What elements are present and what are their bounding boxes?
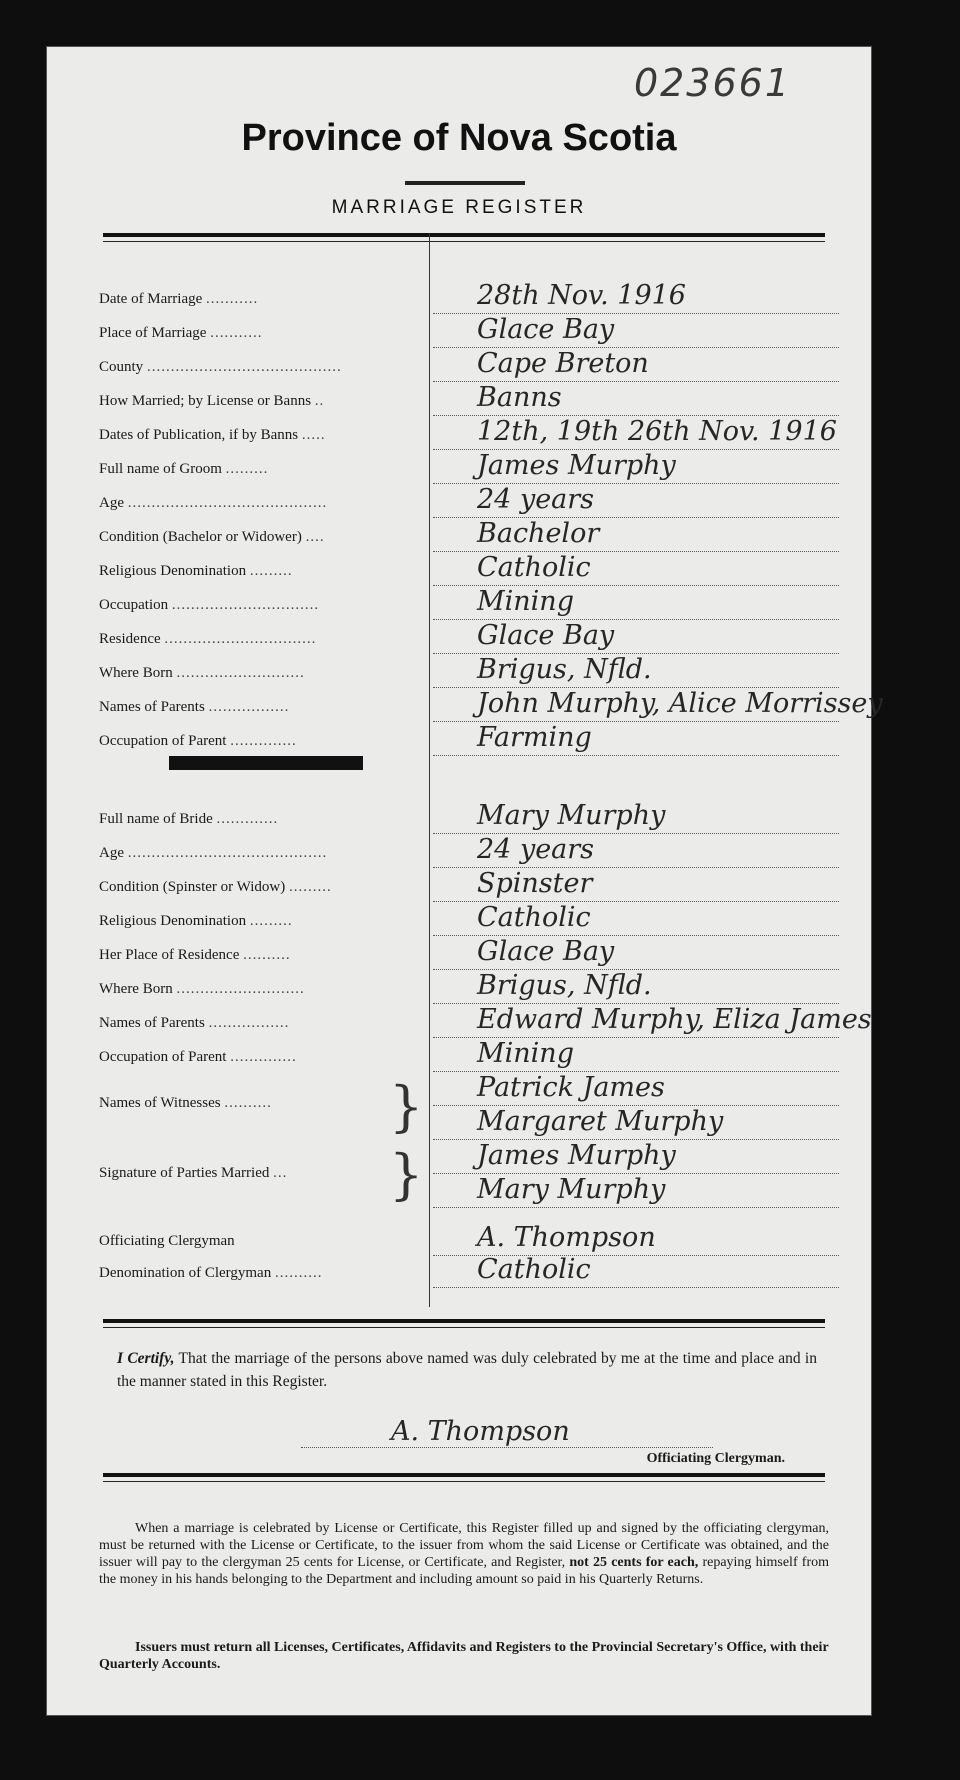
bride-field-value-line — [433, 1039, 839, 1072]
groom-field-label — [99, 597, 427, 614]
certify-rule — [103, 1319, 825, 1323]
leader-dots: .......... — [224, 1095, 272, 1111]
groom-field-label — [99, 461, 427, 478]
clergy-field-label — [99, 1233, 427, 1250]
groom-field-value-line — [433, 621, 839, 654]
handwritten-entry: Brigus, Nfld. — [477, 654, 652, 685]
groom-field-value-line — [433, 417, 839, 450]
bride-field-label — [99, 879, 427, 896]
handwritten-entry: Mining — [477, 586, 574, 617]
instructions-text-a: When a marriage is celebrated by License or Certificate, this Register filled up and signed by the officiating clergyman, must be returned with the License or Certificate, to the issuer from whom the said License or Certificate was obtained, and the issuer will pay to the clergyman 25 cents for License, or Certificate, and Register, — [99, 1521, 829, 1570]
leader-dots: ........... — [210, 325, 263, 341]
groom-field-value-line — [433, 451, 839, 484]
leader-dots: ........... — [206, 291, 259, 307]
field-label-text: How Married; by License or Banns — [99, 393, 312, 409]
bride-field-value-line — [433, 801, 839, 834]
bride-field-value-line — [433, 903, 839, 936]
field-label-text: Names of Parents — [99, 1015, 205, 1031]
handwritten-entry: John Murphy, Alice Morrissey — [477, 688, 883, 719]
clergy-field-label — [99, 1265, 427, 1282]
groom-field-value-line — [433, 553, 839, 586]
bride-field-label — [99, 981, 427, 998]
handwritten-entry: Mining — [477, 1038, 574, 1069]
handwritten-entry: James Murphy — [477, 450, 676, 481]
leader-dots: .......... — [243, 947, 291, 963]
groom-field-label — [99, 733, 427, 750]
bride-field-label — [99, 1049, 427, 1066]
handwritten-entry: Edward Murphy, Eliza James — [477, 1004, 872, 1035]
leader-dots: .............. — [230, 1049, 297, 1065]
leader-dots: ........................... — [176, 665, 305, 681]
bride-field-label — [99, 947, 427, 964]
leader-dots: ............. — [216, 811, 279, 827]
bride-field-label — [99, 913, 427, 930]
issuers-paragraph: Issuers must return all Licenses, Certificates, Affidavits and Registers to the Provincial Secretary's Office, with their Quarterly Accounts. — [99, 1640, 829, 1672]
leader-dots: ......... — [249, 563, 293, 579]
leader-dots: ............................... — [171, 597, 320, 613]
leader-dots: ......... — [288, 879, 332, 895]
leader-dots: .......... — [274, 1265, 323, 1281]
handwritten-entry: 12th, 19th 26th Nov. 1916 — [477, 416, 837, 447]
groom-field-label — [99, 359, 427, 376]
signatures-label — [99, 1165, 389, 1182]
leader-dots: ......................................... — [146, 359, 342, 375]
header-rule — [103, 233, 825, 237]
field-label-text: Religious Denomination — [99, 563, 247, 579]
groom-field-value-line — [433, 519, 839, 552]
bride-field-value-line — [433, 971, 839, 1004]
form-subtitle: MARRIAGE REGISTER — [331, 197, 587, 218]
bride-field-label — [99, 811, 427, 828]
witnesses-value-line — [433, 1073, 839, 1106]
signatures-value-line — [433, 1175, 839, 1208]
handwritten-entry: Bachelor — [477, 518, 600, 549]
leader-dots: .......................................... — [127, 495, 328, 511]
serial-number: 023661 — [633, 61, 791, 105]
leader-dots: ........................... — [176, 981, 305, 997]
field-label-text: Occupation of Parent — [99, 1049, 227, 1065]
field-label-text: Residence — [99, 631, 161, 647]
notes-rule-thin — [103, 1481, 825, 1482]
groom-field-value-line — [433, 485, 839, 518]
handwritten-entry: Cape Breton — [477, 348, 649, 379]
bride-field-value-line — [433, 835, 839, 868]
field-label-text: County — [99, 359, 144, 375]
certify-text: That the marriage of the persons above named was duly celebrated by me at the time and place and in the manner stated in this Register. — [117, 1350, 817, 1390]
field-label-text: Date of Marriage — [99, 291, 203, 307]
groom-bride-separator — [169, 756, 363, 770]
leader-dots: ... — [273, 1165, 288, 1181]
leader-dots: ................. — [208, 1015, 290, 1031]
handwritten-entry: 24 years — [477, 834, 595, 865]
leader-dots: .............. — [230, 733, 297, 749]
clergy-field-value-line — [433, 1255, 839, 1288]
signatures-value-line — [433, 1141, 839, 1174]
field-label-text: Denomination of Clergyman — [99, 1265, 272, 1281]
field-label-text: Religious Denomination — [99, 913, 247, 929]
groom-field-value-line — [433, 587, 839, 620]
groom-field-label — [99, 665, 427, 682]
field-label-text: Full name of Bride — [99, 811, 213, 827]
leader-dots: ......... — [225, 461, 269, 477]
groom-field-label — [99, 291, 427, 308]
handwritten-entry: Spinster — [477, 868, 593, 899]
field-label-text: Occupation of Parent — [99, 733, 227, 749]
handwritten-entry: Patrick James — [477, 1072, 665, 1103]
leader-dots: ................. — [208, 699, 290, 715]
groom-field-label — [99, 699, 427, 716]
field-label-text: Where Born — [99, 981, 173, 997]
groom-field-value-line — [433, 383, 839, 416]
field-label-text: Age — [99, 845, 124, 861]
handwritten-entry: 28th Nov. 1916 — [477, 280, 686, 311]
certification-statement — [117, 1347, 817, 1393]
bride-field-label — [99, 845, 427, 862]
groom-field-label — [99, 563, 427, 580]
clergy-field-value-line — [433, 1223, 839, 1256]
certify-lead: I Certify, — [117, 1350, 175, 1367]
field-label-text: Her Place of Residence — [99, 947, 240, 963]
bride-field-value-line — [433, 937, 839, 970]
groom-field-value-line — [433, 723, 839, 756]
leader-dots: .... — [305, 529, 325, 545]
leader-dots: .......................................... — [127, 845, 328, 861]
clergy-signature-line — [301, 1417, 713, 1448]
groom-field-label — [99, 631, 427, 648]
form-title: Province of Nova Scotia — [241, 117, 677, 159]
field-label-text: Where Born — [99, 665, 173, 681]
witnesses-label — [99, 1095, 389, 1112]
handwritten-entry: Mary Murphy — [477, 1174, 666, 1205]
leader-dots: ................................ — [164, 631, 317, 647]
handwritten-entry: Banns — [477, 382, 562, 413]
handwritten-entry: 24 years — [477, 484, 595, 515]
groom-field-label — [99, 393, 427, 410]
field-label-text: Condition (Bachelor or Widower) — [99, 529, 302, 545]
clergy-signature: A. Thompson — [391, 1416, 570, 1447]
field-label-text: Names of Witnesses — [99, 1095, 221, 1111]
field-label-text: Full name of Groom — [99, 461, 222, 477]
witnesses-value-line — [433, 1107, 839, 1140]
bride-field-value-line — [433, 1004, 872, 1038]
witness-brace: } — [389, 1075, 424, 1138]
groom-field-value-line — [433, 315, 839, 348]
signature-caption: Officiating Clergyman. — [646, 1451, 785, 1466]
handwritten-entry: Catholic — [477, 552, 591, 583]
leader-dots: ......... — [249, 913, 293, 929]
instructions-paragraph — [99, 1520, 829, 1588]
bride-field-value-line — [433, 869, 839, 902]
header-rule-thin — [103, 241, 825, 242]
field-label-text: Signature of Parties Married — [99, 1165, 270, 1181]
groom-field-label — [99, 529, 427, 546]
handwritten-entry: Glace Bay — [477, 620, 615, 651]
instructions-text-bold: not 25 cents for each, — [569, 1555, 699, 1570]
handwritten-entry: Farming — [477, 722, 592, 753]
column-divider — [429, 233, 430, 1307]
field-label-text: Condition (Spinster or Widow) — [99, 879, 286, 895]
handwritten-entry: Catholic — [477, 1254, 591, 1285]
handwritten-entry: A. Thompson — [477, 1222, 656, 1253]
field-label-text: Names of Parents — [99, 699, 205, 715]
groom-field-value-line — [433, 281, 839, 314]
groom-field-label — [99, 427, 427, 444]
field-label-text: Officiating Clergyman — [99, 1233, 235, 1249]
title-divider — [405, 181, 525, 185]
groom-field-value-line — [433, 688, 883, 722]
groom-field-value-line — [433, 655, 839, 688]
certify-rule-thin — [103, 1327, 825, 1328]
handwritten-entry: Glace Bay — [477, 314, 615, 345]
signature-brace: } — [389, 1143, 424, 1206]
field-label-text: Dates of Publication, if by Banns — [99, 427, 299, 443]
leader-dots: .. — [314, 393, 325, 409]
handwritten-entry: Brigus, Nfld. — [477, 970, 652, 1001]
handwritten-entry: Catholic — [477, 902, 591, 933]
notes-rule — [103, 1473, 825, 1477]
field-label-text: Place of Marriage — [99, 325, 207, 341]
groom-field-value-line — [433, 349, 839, 382]
field-label-text: Age — [99, 495, 124, 511]
register-form — [46, 46, 883, 1716]
handwritten-entry: James Murphy — [477, 1140, 676, 1171]
handwritten-entry: Mary Murphy — [477, 800, 666, 831]
groom-field-label — [99, 325, 427, 342]
instructions-text-b: repaying himself from the money in his hands belonging to the Department and including amount so paid in his Quarterly Returns. — [99, 1555, 830, 1587]
handwritten-entry: Margaret Murphy — [477, 1106, 724, 1137]
bride-field-label — [99, 1015, 427, 1032]
leader-dots: ..... — [301, 427, 326, 443]
groom-field-label — [99, 495, 427, 512]
field-label-text: Occupation — [99, 597, 169, 613]
handwritten-entry: Glace Bay — [477, 936, 615, 967]
